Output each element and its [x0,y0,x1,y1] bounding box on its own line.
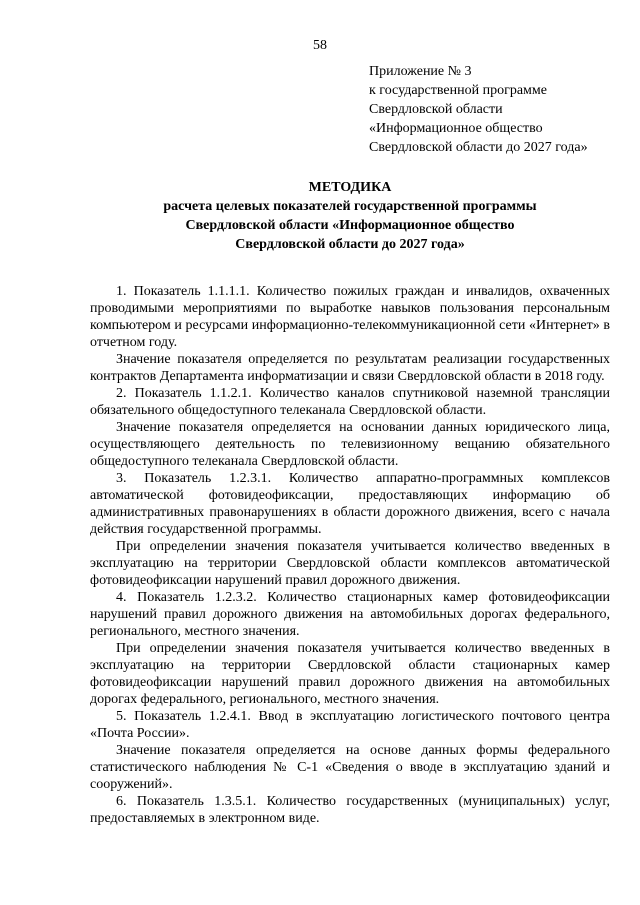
paragraph: Значение показателя определяется на основе данных формы федерального статистического наблюдения № С-1 «Сведения о вводе в эксплуатацию зданий и сооружений». [90,743,610,792]
title-line: расчета целевых показателей государственной программы [163,199,537,214]
document-body [90,283,610,827]
paragraph: 3. Показатель 1.2.3.1. Количество аппаратно-программных комплексов автоматической фотовидеофиксации, предоставляющих информацию об административных правонарушениях в области дорожного движения, всего с начала действия государственной программы. [90,471,610,537]
appendix-line: Свердловской области до 2027 года» [369,140,588,155]
paragraph: 5. Показатель 1.2.4.1. Ввод в эксплуатацию логистического почтового центра «Почта России». [90,709,610,741]
title-line: Свердловской области «Информационное общество [185,218,515,233]
page-number: 58 [313,38,327,53]
appendix-line: к государственной программе [369,83,547,98]
title-line: Свердловской области до 2027 года» [235,237,465,252]
title-heading: МЕТОДИКА [308,180,392,195]
paragraph: Значение показателя определяется на основании данных юридического лица, осуществляющего деятельность по телевизионному вещанию обязательного общедоступного телеканала Свердловской области. [90,420,610,469]
paragraph: При определении значения показателя учитывается количество введенных в эксплуатацию на территории Свердловской области стационарных камер фотовидеофиксации нарушений правил дорожного движения на автомобильных дорогах федерального, регионального, местного значения. [90,641,610,707]
appendix-line: Приложение № 3 [369,64,472,79]
appendix-line: «Информационное общество [369,121,543,136]
appendix-block [369,62,588,157]
document-title [90,178,610,254]
appendix-line: Свердловской области [369,102,503,117]
paragraph: 4. Показатель 1.2.3.2. Количество стационарных камер фотовидеофиксации нарушений правил дорожного движения на автомобильных дорогах федерального, регионального, местного значения. [90,590,610,639]
paragraph: При определении значения показателя учитывается количество введенных в эксплуатацию на территории Свердловской области комплексов автоматической фотовидеофиксации нарушений правил дорожного движения. [90,539,610,588]
paragraph: 6. Показатель 1.3.5.1. Количество государственных (муниципальных) услуг, предоставляемых в электронном виде. [90,794,610,826]
paragraph: 2. Показатель 1.1.2.1. Количество каналов спутниковой наземной трансляции обязательного общедоступного телеканала Свердловской области. [90,386,610,418]
paragraph: Значение показателя определяется по результатам реализации государственных контрактов Департамента информатизации и связи Свердловской области в 2018 году. [90,352,610,384]
paragraph: 1. Показатель 1.1.1.1. Количество пожилых граждан и инвалидов, охваченных проводимыми мероприятиями по выработке навыков пользования персональным компьютером и ресурсами информационно-телекоммуникационной сети «Интернет» в отчетном году. [90,284,610,350]
